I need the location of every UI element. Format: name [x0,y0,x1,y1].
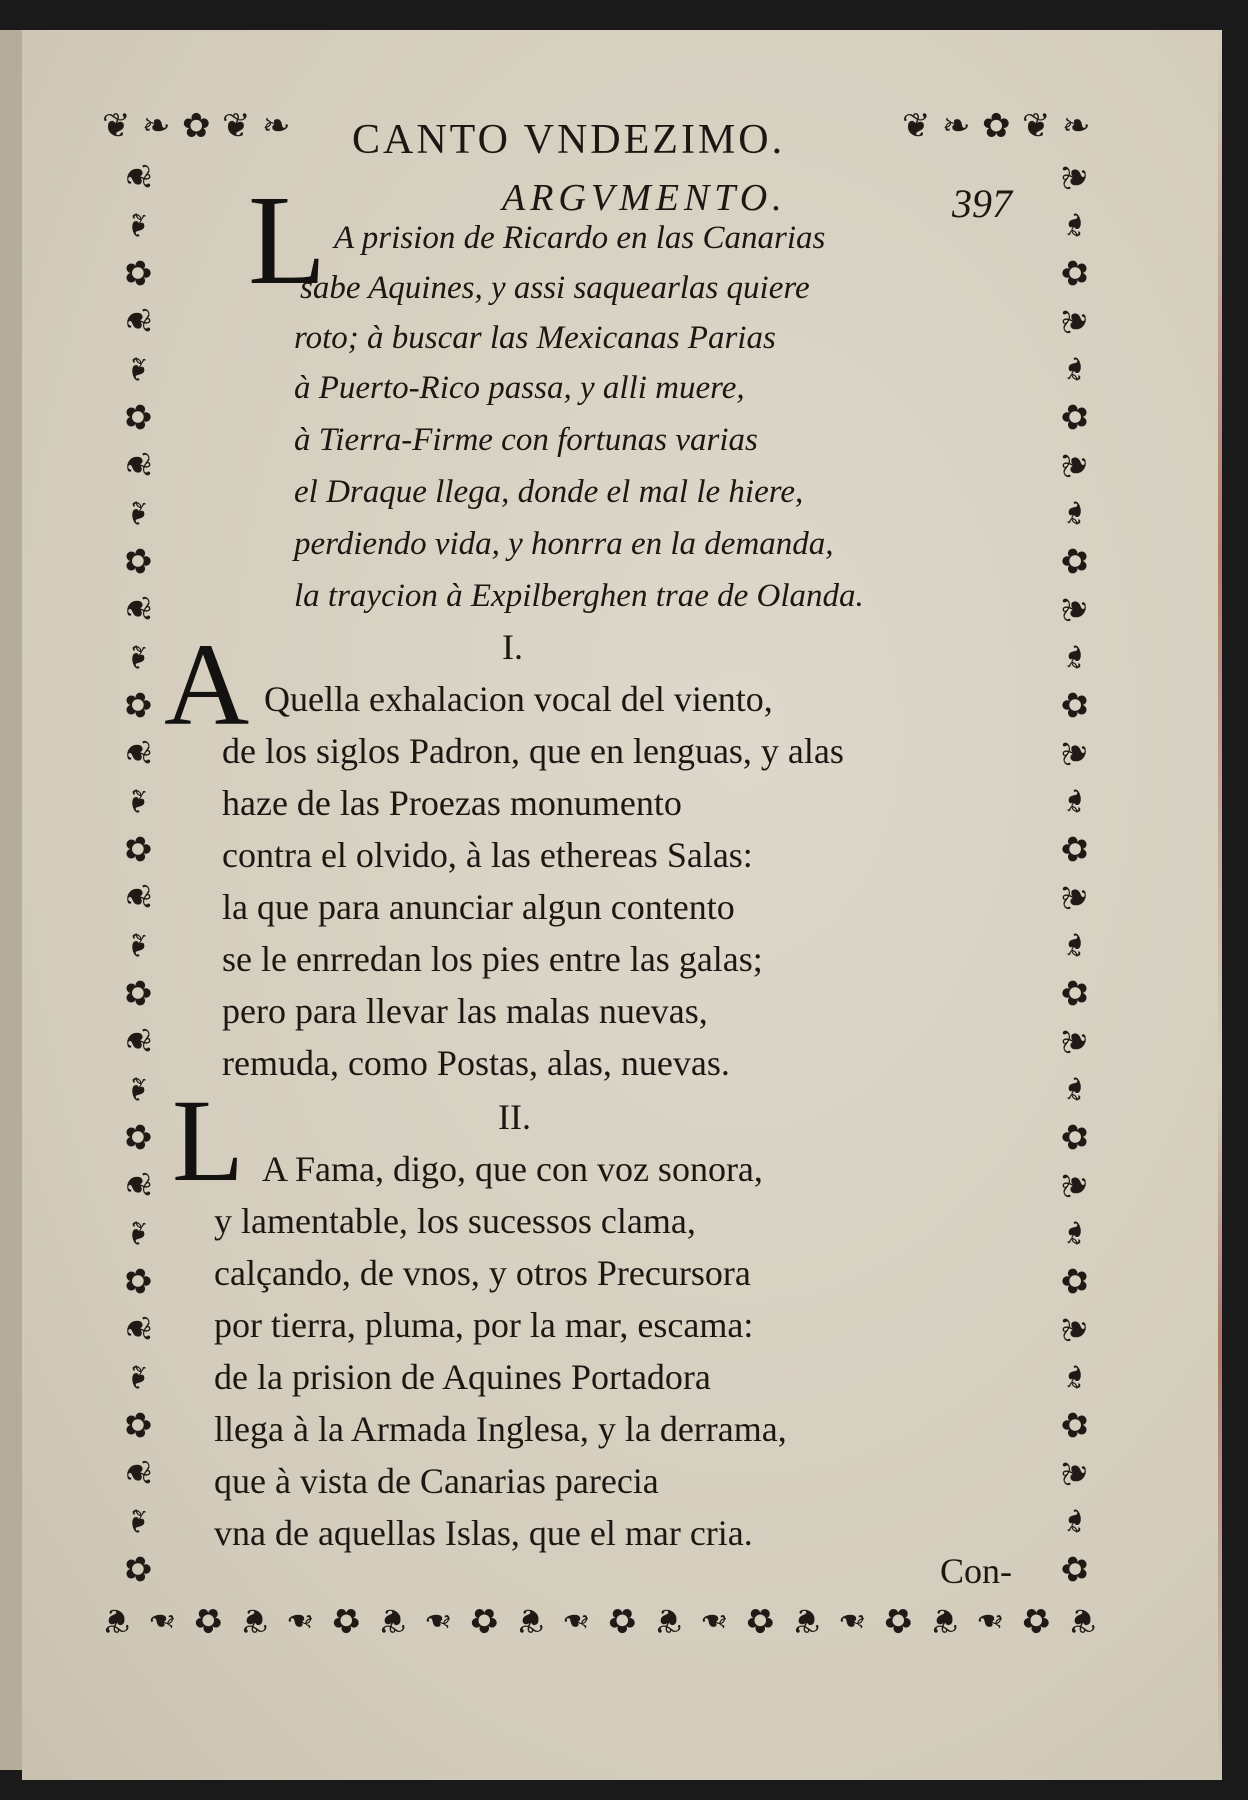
verse-line: calçando, de vnos, y otros Precursora [214,1253,751,1293]
verse-line: vna de aquellas Islas, que el mar cria. [214,1513,753,1553]
fleuron-ornament-icon: ❦ [118,882,156,912]
fleuron-ornament-icon: ✿ [608,1601,637,1638]
fleuron-ornament-icon: ❧ [118,930,156,960]
stanza-number: I. [502,627,523,667]
fleuron-ornament-icon: ✿ [118,1554,156,1584]
fleuron-ornament-icon: ❦ [118,594,156,624]
verse-line: que à vista de Canarias parecia [214,1461,659,1501]
fleuron-ornament-icon: ❦ [102,108,131,145]
verse-line: de los siglos Padron, que en lenguas, y alas [222,731,844,771]
argument-dropcap: L [248,169,327,311]
verse-line: A Fama, digo, que con voz sonora, [262,1149,763,1189]
argument-line: à Puerto-Rico passa, y alli muere, [294,370,745,406]
argument-line: sabe Aquines, y assi saquearlas quiere [300,270,810,306]
fleuron-ornament-icon: ✿ [118,258,156,288]
fleuron-ornament-icon: ❦ [378,1601,407,1638]
fleuron-ornament-icon: ❦ [118,162,156,192]
fleuron-ornament-icon: ❦ [1057,450,1095,480]
fleuron-ornament-icon: ❧ [1057,1362,1095,1392]
fleuron-ornament-icon: ✿ [982,108,1011,145]
fleuron-ornament-icon: ❧ [700,1601,729,1638]
fleuron-ornament-icon: ✿ [470,1601,499,1638]
fleuron-ornament-icon: ✿ [1057,690,1095,720]
fleuron-ornament-icon: ❧ [118,210,156,240]
fleuron-ornament-icon: ❧ [1057,786,1095,816]
fleuron-ornament-icon: ✿ [118,402,156,432]
fleuron-ornament-icon: ✿ [118,1122,156,1152]
fleuron-ornament-icon: ❧ [562,1601,591,1638]
verse-line: haze de las Proezas monumento [222,783,682,823]
verse-line: por tierra, pluma, por la mar, escama: [214,1305,754,1345]
stanza-number: II. [498,1097,531,1137]
argument-heading: ARGVMENTO. [502,177,787,219]
fleuron-ornament-icon: ❦ [240,1601,269,1638]
verse-line: pero para llevar las malas nuevas, [222,991,708,1031]
fleuron-ornament-icon: ✿ [118,546,156,576]
fleuron-ornament-icon: ❦ [118,738,156,768]
fleuron-ornament-icon: ❧ [118,786,156,816]
fleuron-ornament-icon: ✿ [1057,1410,1095,1440]
fleuron-ornament-icon: ❧ [262,108,291,145]
fleuron-ornament-icon: ❦ [118,1314,156,1344]
fleuron-ornament-icon: ❧ [1057,642,1095,672]
fleuron-ornament-icon: ❦ [118,450,156,480]
fleuron-ornament-icon: ✿ [118,690,156,720]
fleuron-ornament-icon: ❦ [930,1601,959,1638]
fleuron-ornament-icon: ❧ [424,1601,453,1638]
fleuron-ornament-icon: ❧ [1057,1506,1095,1536]
fleuron-ornament-icon: ❦ [792,1601,821,1638]
fleuron-ornament-icon: ✿ [118,1410,156,1440]
fleuron-ornament-icon: ❧ [1062,108,1091,145]
verse-line: se le enrredan los pies entre las galas; [222,939,763,979]
fleuron-ornament-icon: ❦ [118,1458,156,1488]
fleuron-ornament-icon: ❧ [118,1362,156,1392]
verse-line: llega à la Armada Inglesa, y la derrama, [214,1409,787,1449]
fleuron-ornament-icon: ✿ [194,1601,223,1638]
fleuron-ornament-icon: ❦ [118,1026,156,1056]
fleuron-ornament-icon: ❦ [1057,1314,1095,1344]
fleuron-ornament-icon: ❦ [1022,108,1051,145]
canto-title: CANTO VNDEZIMO. [352,117,786,163]
verse-line: y lamentable, los sucessos clama, [214,1201,696,1241]
fleuron-ornament-icon: ❧ [1057,1074,1095,1104]
argument-line: à Tierra-Firme con fortunas varias [294,422,758,458]
fleuron-ornament-icon: ✿ [182,108,211,145]
fleuron-ornament-icon: ✿ [118,1266,156,1296]
fleuron-ornament-icon: ❧ [142,108,171,145]
fleuron-ornament-icon: ✿ [746,1601,775,1638]
verse-line: contra el olvido, à las ethereas Salas: [222,835,753,875]
argument-line: la traycion à Expilberghen trae de Olanda. [294,578,864,614]
fleuron-ornament-icon: ✿ [1057,834,1095,864]
argument-line: el Draque llega, donde el mal le hiere, [294,474,804,510]
fleuron-ornament-icon: ❦ [1057,306,1095,336]
fleuron-ornament-icon: ❧ [1057,354,1095,384]
argument-line: perdiendo vida, y honrra en la demanda, [294,526,834,562]
fleuron-ornament-icon: ❦ [1057,594,1095,624]
fleuron-ornament-icon: ✿ [1057,1266,1095,1296]
fleuron-ornament-icon: ✿ [332,1601,361,1638]
fleuron-ornament-icon: ❧ [118,1506,156,1536]
fleuron-ornament-icon: ❧ [118,642,156,672]
fleuron-ornament-icon: ❦ [222,108,251,145]
argument-line: roto; à buscar las Mexicanas Parias [294,320,776,356]
fleuron-ornament-icon: ✿ [1022,1601,1051,1638]
fleuron-ornament-icon: ❧ [148,1601,177,1638]
fleuron-ornament-icon: ❦ [1057,882,1095,912]
fleuron-ornament-icon: ❧ [1057,498,1095,528]
fleuron-ornament-icon: ❦ [1057,1026,1095,1056]
fleuron-ornament-icon: ❧ [1057,210,1095,240]
catchword: Con- [940,1551,1012,1591]
fleuron-ornament-icon: ✿ [118,834,156,864]
fleuron-ornament-icon: ❦ [654,1601,683,1638]
fleuron-ornament-icon: ❧ [118,354,156,384]
fleuron-ornament-icon: ❦ [1057,1170,1095,1200]
fleuron-ornament-icon: ❧ [118,1218,156,1248]
fleuron-ornament-icon: ❧ [1057,930,1095,960]
verse-line: Quella exhalacion vocal del viento, [264,679,773,719]
fleuron-ornament-icon: ❦ [1057,162,1095,192]
fleuron-ornament-icon: ❦ [1057,738,1095,768]
fleuron-ornament-icon: ✿ [1057,1122,1095,1152]
fleuron-ornament-icon: ❦ [902,108,931,145]
fleuron-ornament-icon: ✿ [1057,546,1095,576]
fleuron-ornament-icon: ❧ [118,1074,156,1104]
stanza-dropcap: L [172,1075,245,1206]
fleuron-ornament-icon: ✿ [1057,978,1095,1008]
fleuron-ornament-icon: ✿ [1057,258,1095,288]
fleuron-ornament-icon: ✿ [884,1601,913,1638]
argument-line: A prision de Ricardo en las Canarias [334,220,826,256]
verse-line: la que para anunciar algun contento [222,887,735,927]
fleuron-ornament-icon: ✿ [1057,402,1095,432]
book-page [22,30,1222,1780]
page-edge-stain [1218,30,1222,1780]
fleuron-ornament-icon: ❦ [1068,1601,1097,1638]
verse-line: remuda, como Postas, alas, nuevas. [222,1043,730,1083]
fleuron-ornament-icon: ❧ [118,498,156,528]
fleuron-ornament-icon: ❦ [1057,1458,1095,1488]
fleuron-ornament-icon: ❧ [942,108,971,145]
fleuron-ornament-icon: ✿ [1057,1554,1095,1584]
fleuron-ornament-icon: ❦ [102,1601,131,1638]
fleuron-ornament-icon: ❧ [1057,1218,1095,1248]
fleuron-ornament-icon: ❧ [286,1601,315,1638]
fleuron-ornament-icon: ❧ [838,1601,867,1638]
fleuron-ornament-icon: ❦ [118,306,156,336]
fleuron-ornament-icon: ❦ [118,1170,156,1200]
fleuron-ornament-icon: ❧ [976,1601,1005,1638]
verse-line: de la prision de Aquines Portadora [214,1357,711,1397]
page-number: 397 [952,181,1012,226]
fleuron-ornament-icon: ❦ [516,1601,545,1638]
fleuron-ornament-icon: ✿ [118,978,156,1008]
stanza-dropcap: A [164,619,250,750]
